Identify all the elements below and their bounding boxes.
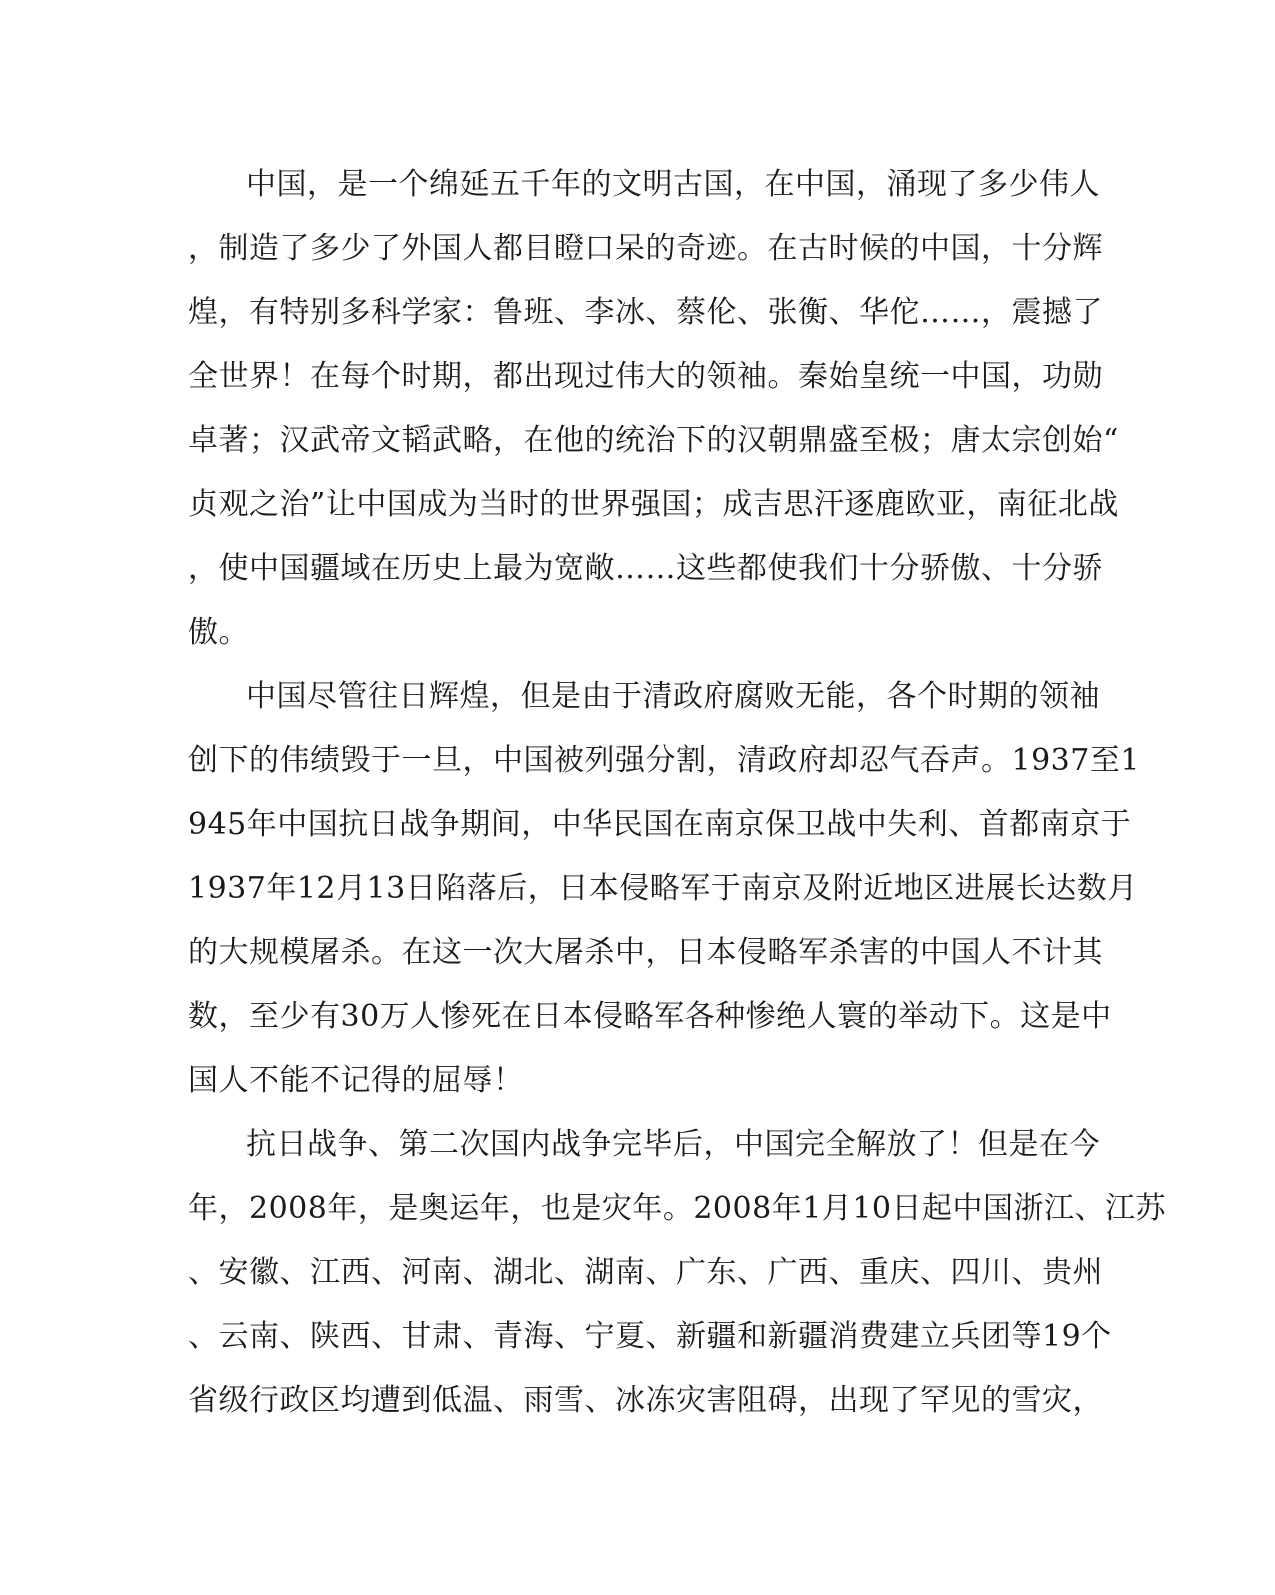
text-line: 数，至少有30万人惨死在日本侵略军各种惨绝人寰的举动下。这是中 xyxy=(188,999,1112,1034)
text-line: ，制造了多少了外国人都目瞪口呆的奇迹。在古时候的中国，十分辉 xyxy=(188,231,1103,266)
text-line: 年，2008年，是奥运年，也是灾年。2008年1月10日起中国浙江、江苏 xyxy=(188,1191,1166,1226)
text-line: 傲。 xyxy=(188,615,249,650)
text-line: 贞观之治”让中国成为当时的世界强国；成吉思汗逐鹿欧亚，南征北战 xyxy=(188,487,1119,522)
text-line: 抗日战争、第二次国内战争完毕后，中国完全解放了！但是在今 xyxy=(246,1127,1100,1162)
text-line: 国人不能不记得的屈辱！ xyxy=(188,1063,524,1098)
text-line: 1937年12月13日陷落后，日本侵略军于南京及附近地区进展长达数月 xyxy=(188,871,1138,906)
text-line: 创下的伟绩毁于一旦，中国被列强分割，清政府却忍气吞声。1937至1 xyxy=(188,743,1140,778)
text-line: 全世界！在每个时期，都出现过伟大的领袖。秦始皇统一中国，功勋 xyxy=(188,359,1103,394)
text-line: 、云南、陕西、甘肃、青海、宁夏、新疆和新疆消费建立兵团等19个 xyxy=(188,1319,1112,1354)
text-line: 省级行政区均遭到低温、雨雪、冰冻灾害阻碍，出现了罕见的雪灾， xyxy=(188,1383,1103,1418)
text-line: 中国，是一个绵延五千年的文明古国，在中国，涌现了多少伟人 xyxy=(246,167,1100,202)
text-line: 中国尽管往日辉煌，但是由于清政府腐败无能，各个时期的领袖 xyxy=(246,679,1100,714)
text-line: 945年中国抗日战争期间，中华民国在南京保卫战中失利、首都南京于 xyxy=(188,807,1132,842)
text-line: 、安徽、江西、河南、湖北、湖南、广东、广西、重庆、四川、贵州 xyxy=(188,1255,1103,1290)
text-line: 的大规模屠杀。在这一次大屠杀中，日本侵略军杀害的中国人不计其 xyxy=(188,935,1103,970)
text-line: 卓著；汉武帝文韬武略，在他的统治下的汉朝鼎盛至极；唐太宗创始“ xyxy=(188,423,1119,458)
text-line: 煌，有特别多科学家：鲁班、李冰、蔡伦、张衡、华佗……，震撼了 xyxy=(188,295,1103,330)
text-line: ，使中国疆域在历史上最为宽敞……这些都使我们十分骄傲、十分骄 xyxy=(188,551,1103,586)
